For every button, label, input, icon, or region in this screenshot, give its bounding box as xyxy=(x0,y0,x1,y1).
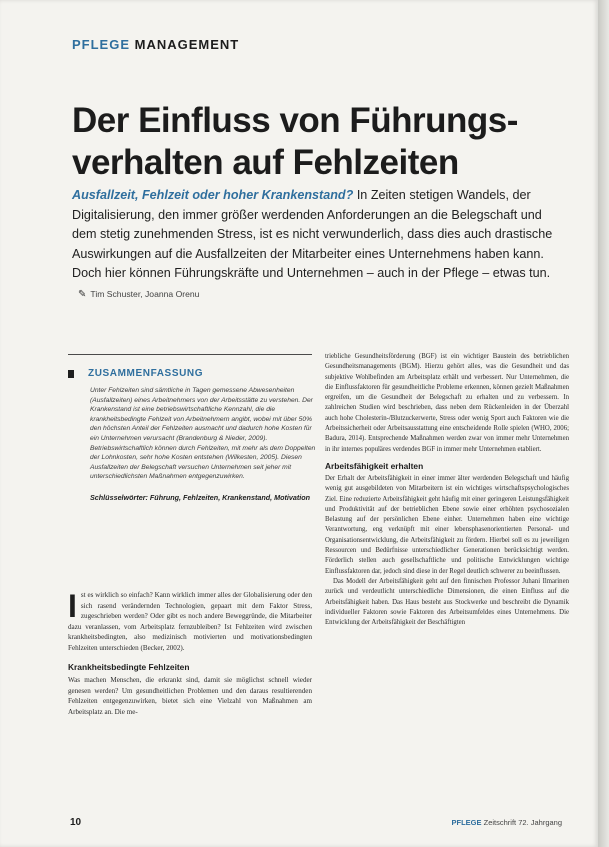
footer-publication xyxy=(452,818,562,827)
article-title: Der Einfluss von Führungs-verhalten auf Fehlzeiten xyxy=(72,101,518,182)
section-brand: PFLEGE xyxy=(72,37,131,52)
page-number: 10 xyxy=(70,817,82,828)
intro-paragraph xyxy=(68,590,312,653)
scan-edge xyxy=(598,0,609,847)
intro-text: st es wirklich so einfach? Kann wirklich immer alles der Globalisierung oder den sich rasend verändernden Technologien, gepaart mit dem Faktor Stress, zugeschrieben werden? Oder gibt es noch andere Beweggründe, die Mitarbeiter dazu veranlassen, vom Arbeitsplatz fernzubleiben? Ist Fehlzeiten wird zwischen krankheitsbedingten, also medizinisch motivierten und motivationsbedingten Fehlzeiten unterschieden (Becker, 2002). xyxy=(68,591,312,652)
summary-text: Unter Fehlzeiten sind sämtliche in Tagen gemessene Abwesenheiten (Ausfallzeiten) eines Arbeitnehmers von der Arbeitsstätte zu verstehen. Der Krankenstand ist eine betriebswirtschaftliche Kennzahl, die die krankheitsbedingte Fehlzeit von Arbeitnehmern angibt, wobei mit über 50% den höchsten Anteil der Fehlzeiten ausmacht und dadurch hohe Kosten für ein Unternehmen verursacht (Brandenburg & Nieder, 2009). Betriebswirtschaftlich können durch Fehlzeiten, mit mehr als dem Doppelten der Lohnkosten, sehr hohe Kosten entstehen (Wilkesten, 2005). Diesen Ausfallzeiten der Belegschaft versuchen Unternehmen seit jeher mit unterschiedlichsten Maßnahmen entgegenzuwirken. xyxy=(90,387,316,481)
body-paragraph: Was machen Menschen, die erkrankt sind, damit sie möglichst schnell wieder genesen werden? Um gesundheitlichen Problemen und den daraus resultierenden Fehlzeiten entgegenzuwirken, bietet sich eine Vielzahl von Maßnahmen am Arbeitsplatz an. Die me- xyxy=(68,676,312,716)
section-label xyxy=(72,37,239,52)
body-paragraph-right-3: Das Modell der Arbeitsfähigkeit geht auf den finnischen Professor Juhani Ilmarinen zurück und verdeutlicht unterschiedliche Dimensionen, die einen Einfluss auf die Arbeitsfähigkeit haben. Das Haus besteht aus Stockwerke und beschreibt die Dynamik individueller Faktoren sowie Faktoren des Arbeitsumfeldes eines Unternehmens. Die Entwicklung der Arbeitsfähigkeit der Beschäftigten xyxy=(325,577,569,627)
subheading-arbeitsfaehigkeit: Arbeitsfähigkeit erhalten xyxy=(325,460,424,471)
body-column-left xyxy=(68,590,312,717)
subheading-krankheit: Krankheitsbedingte Fehlzeiten xyxy=(68,662,190,672)
pen-icon: ✎ xyxy=(78,288,87,300)
keywords: Schlüsselwörter: Führung, Fehlzeiten, Krankenstand, Motivation xyxy=(90,492,311,502)
body-column-right xyxy=(325,352,569,628)
authors: Tim Schuster, Joanna Orenu xyxy=(90,288,200,299)
summary-box xyxy=(68,368,316,503)
footer-brand: PFLEGE xyxy=(451,818,482,827)
column-divider xyxy=(68,354,312,355)
footer-issue: Zeitschrift 72. Jahrgang xyxy=(483,818,562,827)
body-paragraph-right-1: triebliche Gesundheitsförderung (BGF) ist ein wichtiger Baustein des betrieblichen Gesundheitsmanagements (BGM). Hierzu gehört alles, was die Gesundheit und das subjektive Wohlbefinden am Arbeitsplatz erhält und verbessert. Nur Unternehmen, die die Einflussfaktoren für gesundheitliche Probleme erkennen, können gezielt Maßnahmen ergreifen, um die Gesundheit der Belegschaft zu erhalten und zu verbessern. In zahlreichen Studien wird beschrieben, dass neben dem Rückenleiden in der Überzahl auch hohe Cholesterin-/Blutzuckerwerte, Stress oder wenig Sport auch Faktoren wie die Arbeitssicherheit oder Arbeitsausstattung eine entscheidende Rolle spielen (WHO, 2006; Badura, 2014). Entsprechende Maßnahmen werden zwar von immer mehr Unternehmen in ihr internes populäres verdendes BGF in immer mehr Unternehmen etabliert. xyxy=(325,353,569,453)
lead-question: Ausfallzeit, Fehlzeit oder hoher Krankenstand? xyxy=(72,188,354,202)
summary-title: ZUSAMMENFASSUNG xyxy=(88,368,204,379)
lead-paragraph xyxy=(72,186,560,305)
section-name: MANAGEMENT xyxy=(134,37,240,52)
summary-header xyxy=(68,368,316,379)
body-paragraph-right-2: Der Erhalt der Arbeitsfähigkeit in einer immer älter werdenden Belegschaft und häufig wenig gut ausgebildeten von Mitarbeitern ist ein wichtiges wirtschaftspsychologisches Ziel. Eine reduzierte Arbeitsfähigkeit geht häufig mit einer geringeren Leistungsfähigkeit und Produktivität auf der betrieblichen Ebene sowie einer erhöhten psychosozialen Belastung auf der persönlichen Ebene einher. Unternehmen haben eine wichtige Verantwortung, eng verknüpft mit einer lebensphasenorientierten Personal- und Organisationsentwicklung, die Arbeitsfähigkeit zu fördern. Hierbei soll es zu jeweiligen Ressourcen und Bedürfnisse unterschiedlicher Generationen berücksichtigt werden. Förderlich stellen auch gesellschaftliche und politische Entwicklungen wichtige Einflussfaktoren dar, jedoch sind diese in der Regel deutlich schwerer zu beeinflussen. xyxy=(325,474,569,575)
square-marker-icon xyxy=(68,370,74,378)
lead-text: In Zeiten stetigen Wandels, der Digitalisierung, den immer größer werdenden Anforderungen an die Belegschaft und dem stetig zunehmenden Stress, ist es nicht verwunderlich, dass dies auch drastische Auswirkungen auf die Ausfallzeiten der Mitarbeiter eines Unternehmens haben kann. Doch hier können Führungskräfte und Unternehmen – auch in der Pflege – etwas tun. xyxy=(72,188,553,281)
author-line xyxy=(78,289,199,299)
drop-cap: I xyxy=(68,588,77,624)
